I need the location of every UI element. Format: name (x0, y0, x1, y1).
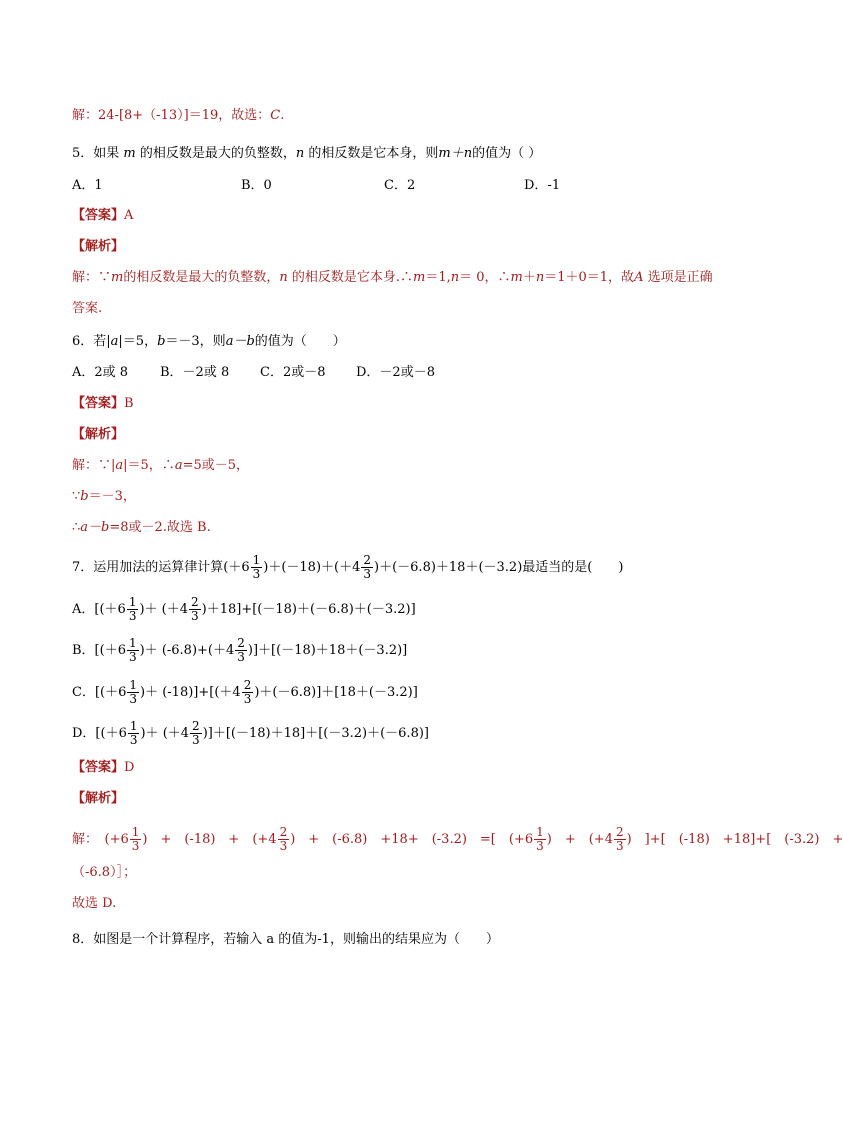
q6-option-c: C．2或－8 (260, 365, 326, 380)
q7-solution: 解： (+6 1 3 ) + (-18) + (+4 2 3 ) + (-6.8) +18+ (-3.2) =[ (+6 1 3 ) + (+4 2 3 ) ]+[ (-18) +18]+[ (-3.2) + (72, 825, 843, 853)
q5-answer: 【答案】A (72, 208, 134, 223)
question-7-stem: 7．运用加法的运算律计算(＋6 1 3 )＋(－18)＋(＋4 2 3 )＋(－6.8)＋18＋(－3.2)最适当的是( ) (72, 553, 624, 581)
q7-option-b: B．[(＋6 1 3 )＋ (-6.8)+(＋4 2 3 )]＋[(－18)＋18＋(－3.2)] (72, 636, 408, 664)
q5-option-b: B．0 (241, 178, 272, 193)
q7-option-c: C．[(＋6 1 3 )＋ (-18)]+[(＋4 2 3 )＋(－6.8)]＋[18＋(－3.2)] (72, 678, 418, 706)
q6-option-b: B．－2或 8 (160, 365, 230, 380)
q7-solution-line2: （-6.8）］； (72, 865, 137, 880)
q6-solution-1: 解：∵|a|＝5，∴a=5或－5， (72, 458, 250, 473)
q5-option-d: D．-1 (524, 178, 561, 193)
q6-solution-2: ∵b＝－3， (72, 489, 136, 504)
question-8-stem: 8．如图是一个计算程序，若输入 a 的值为-1，则输出的结果应为（ ） (72, 932, 499, 947)
q6-option-d: D．－2或－8 (356, 365, 435, 380)
q7-solution-end: 故选 D. (72, 896, 117, 911)
q6-answer: 【答案】B (72, 396, 134, 411)
q5-option-c: C．2 (384, 178, 416, 193)
q6-analysis-tag: 【解析】 (72, 427, 125, 442)
question-5-stem: 5．如果 m 的相反数是最大的负整数，n 的相反数是它本身，则m＋n的值为（ ） (72, 146, 542, 161)
q6-solution-3: ∴a－b=8或－2.故选 B. (72, 520, 211, 535)
q7-analysis-tag: 【解析】 (72, 791, 125, 806)
q5-analysis-tag: 【解析】 (72, 239, 125, 254)
q6-option-a: A．2或 8 (72, 365, 129, 380)
q7-answer: 【答案】D (72, 760, 135, 775)
q4-solution: 解：24-[8+（-13）]＝19，故选：C. (72, 108, 285, 123)
q5-solution-line2: 答案. (72, 301, 103, 316)
q7-option-a: A．[(＋6 1 3 )＋ (＋4 2 3 )＋18]+[(－18)＋(－6.8)＋(－3.2)] (72, 595, 416, 623)
q5-option-a: A．1 (72, 178, 103, 193)
q5-solution: 解：∵m的相反数是最大的负整数，n 的相反数是它本身.∴m＝1,n＝ 0，∴m＋n＝1＋0＝1，故A 选项是正确 (72, 270, 713, 285)
question-6-stem: 6．若|a|＝5，b＝－3，则a－b的值为（ ） (72, 334, 346, 349)
q7-option-d: D．[(＋6 1 3 )＋ (＋4 2 3 )]＋[(－18)＋18]＋[(－3.2)＋(－6.8)] (72, 719, 429, 747)
